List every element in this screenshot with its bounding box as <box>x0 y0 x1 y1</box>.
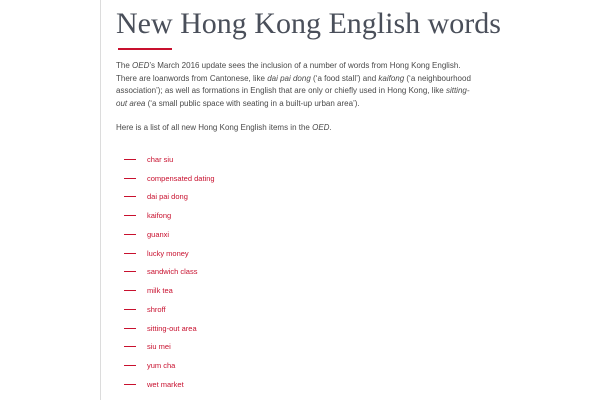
list-item <box>124 206 215 225</box>
word-link-sandwich-class[interactable]: sandwich class <box>147 267 198 277</box>
dash-bullet <box>124 328 136 329</box>
intro-term-sitting-out-area: sitting-out area <box>116 86 470 108</box>
lead-text: Here is a list of all new Hong Kong English items in the <box>116 123 313 132</box>
dash-bullet <box>124 159 136 160</box>
intro-oed: OED <box>132 61 150 70</box>
title-underline <box>118 48 172 50</box>
word-link-wet-market[interactable]: wet market <box>147 379 184 389</box>
intro-term-kaifong: kaifong <box>378 73 405 83</box>
list-item <box>124 169 215 188</box>
dash-bullet <box>124 309 136 310</box>
dash-bullet <box>124 271 136 272</box>
intro-text-1: ’s March 2016 update sees the inclusion of a number of words from Hong Kong English. There are loanwords from Cantonese, like <box>116 61 461 83</box>
intro-text-2: (‘a food stall’) and <box>310 73 379 83</box>
word-link-siu-mei[interactable]: siu mei <box>147 342 171 352</box>
word-link-lucky-money[interactable]: lucky money <box>147 248 189 258</box>
word-link-dai-pai-dong[interactable]: dai pai dong <box>147 192 188 202</box>
list-item <box>124 150 215 169</box>
list-item <box>124 281 215 300</box>
list-item <box>124 375 215 394</box>
intro-paragraph: The OED’s March 2016 update sees the inclusion of a number of words from Hong Kong English. There are loanwords from Cantonese, like dai pai dong (‘a food stall’) and kaifong (‘a neighbourhood association’); as well as formations in English that are only or chiefly used in Hong Kong, like sitting-out area (‘a small public space with seating in a built-up urban area’). <box>116 61 471 108</box>
dash-bullet <box>124 234 136 235</box>
list-item <box>124 300 215 319</box>
dash-bullet <box>124 215 136 216</box>
dash-bullet <box>124 384 136 385</box>
dash-bullet <box>124 365 136 366</box>
word-link-shroff[interactable]: shroff <box>147 304 166 314</box>
intro-text-4: (‘a small public space with seating in a built-up urban area’). <box>145 98 360 108</box>
list-item <box>124 244 215 263</box>
list-item <box>124 263 215 282</box>
word-link-sitting-out-area[interactable]: sitting-out area <box>147 323 197 333</box>
page-title: New Hong Kong English words <box>116 7 501 40</box>
list-item <box>124 319 215 338</box>
lead-oed: OED <box>312 123 330 132</box>
word-link-char-siu[interactable]: char siu <box>147 154 174 164</box>
list-item <box>124 225 215 244</box>
list-item <box>124 188 215 207</box>
word-link-compensated-dating[interactable]: compensated dating <box>147 173 215 183</box>
dash-bullet <box>124 346 136 347</box>
dash-bullet <box>124 253 136 254</box>
word-link-guanxi[interactable]: guanxi <box>147 229 170 239</box>
list-lead <box>116 122 476 134</box>
word-list <box>124 150 215 394</box>
dash-bullet <box>124 196 136 197</box>
list-item <box>124 338 215 357</box>
list-item <box>124 356 215 375</box>
word-link-milk-tea[interactable]: milk tea <box>147 286 173 296</box>
lead-end: . <box>329 123 332 132</box>
word-link-kaifong[interactable]: kaifong <box>147 211 172 221</box>
intro-term-dai-pai-dong: dai pai dong <box>267 73 311 83</box>
dash-bullet <box>124 290 136 291</box>
word-link-yum-cha[interactable]: yum cha <box>147 361 176 371</box>
left-border <box>100 0 101 400</box>
intro-text-3: (‘a neighbourhood association’); as well as formations in English that are only or chiefly used in Hong Kong, like <box>116 73 471 95</box>
dash-bullet <box>124 178 136 179</box>
